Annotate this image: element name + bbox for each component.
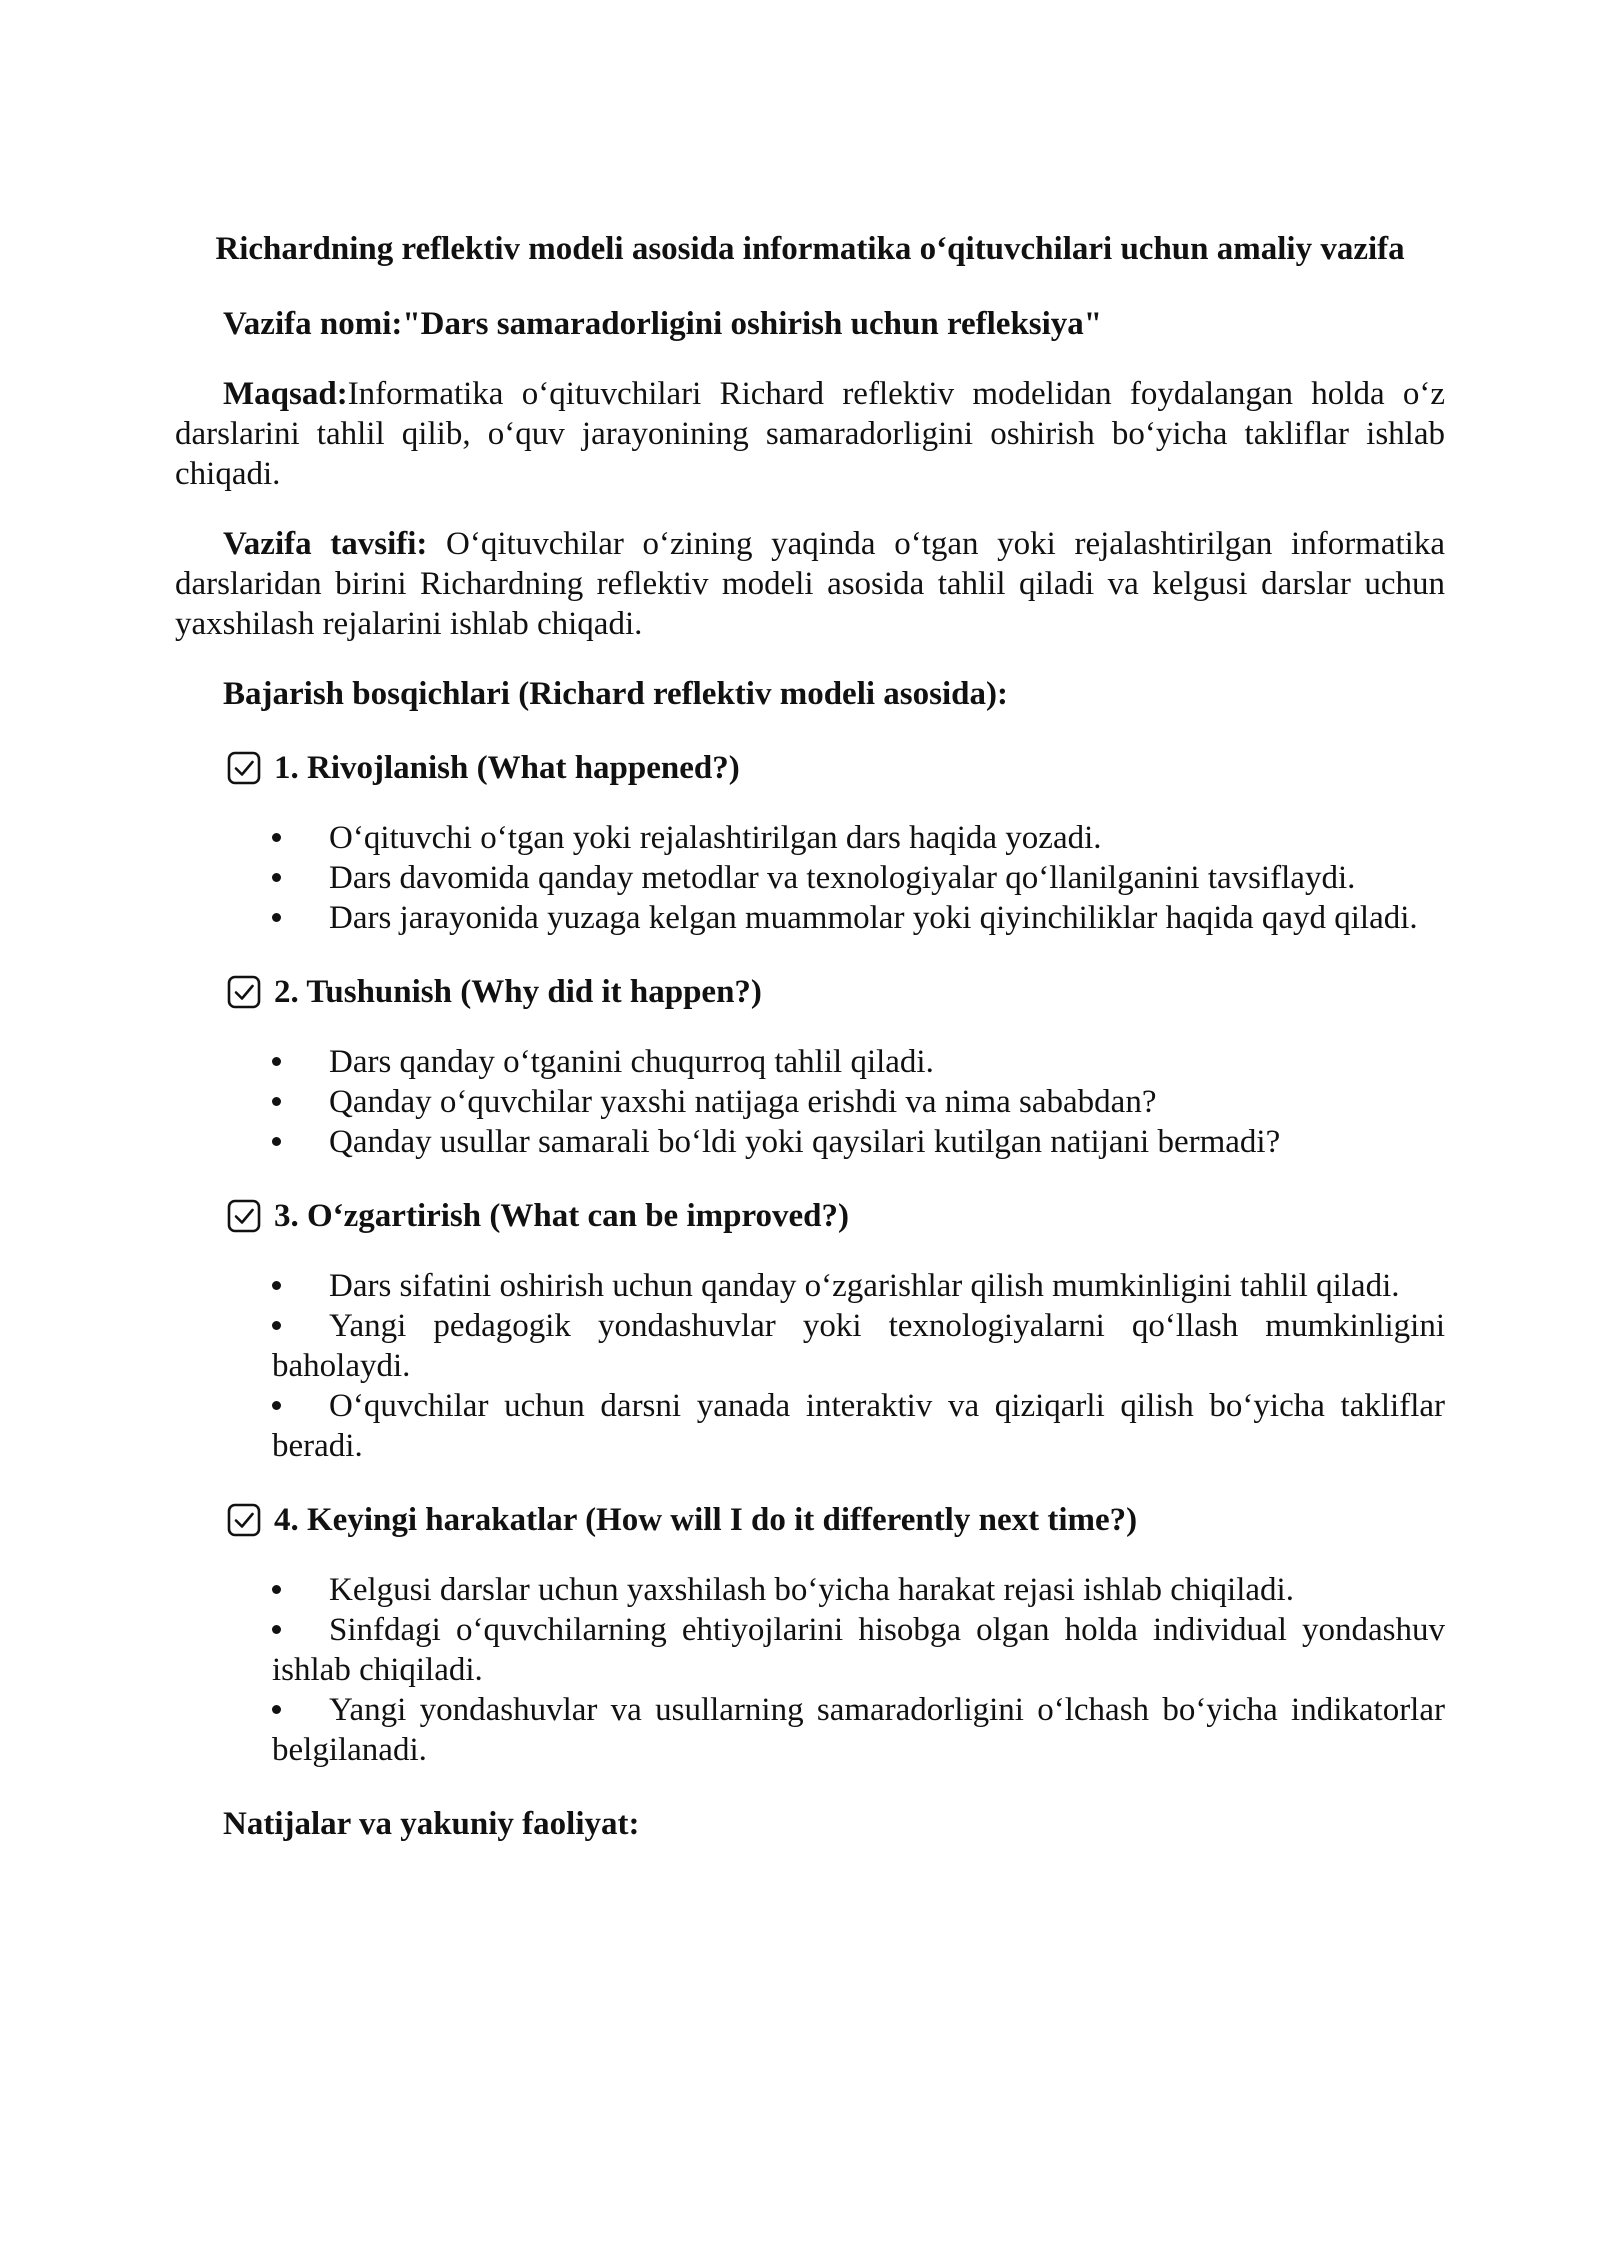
description-text: O‘qituvchilar o‘zining yaqinda o‘tgan yoki rejalashtirilgan informatika darslaridan birini Richardning reflektiv modeli asosida tahlil qiladi va kelgusi darslar uchun yaxshilash rejalarini ishlab chiqadi. <box>175 526 1445 642</box>
list-item: Kelgusi darslar uchun yaxshilash bo‘yicha harakat rejasi ishlab chiqiladi. <box>272 1570 1445 1610</box>
step-title: 2. Tushunish (Why did it happen?) <box>274 974 762 1010</box>
task-name-value: "Dars samaradorligini oshirish uchun refleksiya" <box>402 306 1103 342</box>
bullet-icon <box>272 873 281 882</box>
bullet-icon <box>272 1137 281 1146</box>
list-item: Qanday usullar samarali bo‘ldi yoki qaysilari kutilgan natijani bermadi? <box>272 1122 1445 1162</box>
bullet-icon <box>272 1625 281 1634</box>
task-name-label: Vazifa nomi: <box>223 306 403 342</box>
bullet-icon <box>272 1057 281 1066</box>
document-title: Richardning reflektiv modeli asosida informatika o‘qituvchilari uchun amaliy vazifa <box>215 231 1405 267</box>
description-paragraph <box>175 524 1445 644</box>
list-item: Qanday o‘quvchilar yaxshi natijaga erishdi va nima sababdan? <box>272 1082 1445 1122</box>
list-item: Yangi yondashuvlar va usullarning samaradorligini o‘lchash bo‘yicha indikatorlar belgilanadi. <box>272 1692 1445 1768</box>
checkbox-checked-icon <box>227 1199 261 1233</box>
goal-paragraph <box>175 374 1445 494</box>
bullet-icon <box>272 1097 281 1106</box>
bullet-icon <box>272 1705 281 1714</box>
step-title: 4. Keyingi harakatlar (How will I do it differently next time?) <box>274 1502 1138 1538</box>
list-item: Yangi pedagogik yondashuvlar yoki texnologiyalarni qo‘llash mumkinligini baholaydi. <box>272 1308 1445 1384</box>
bullet-icon <box>272 1401 281 1410</box>
goal-text: Informatika o‘qituvchilari Richard reflektiv modelidan foydalangan holda o‘z darslarini tahlil qilib, o‘quv jarayonining samaradorligini oshirish bo‘yicha takliflar ishlab chiqadi. <box>175 376 1445 492</box>
bullet-icon <box>272 1321 281 1330</box>
list-item: Dars sifatini oshirish uchun qanday o‘zgarishlar qilish mumkinligini tahlil qiladi. <box>272 1266 1445 1306</box>
results-heading: Natijalar va yakuniy faoliyat: <box>223 1806 640 1842</box>
bullet-icon <box>272 1281 281 1290</box>
description-label: Vazifa tavsifi: <box>223 526 428 562</box>
checkbox-checked-icon <box>227 975 261 1009</box>
goal-label: Maqsad: <box>223 376 348 412</box>
bullet-icon <box>272 913 281 922</box>
bullet-icon <box>272 1585 281 1594</box>
list-item: Sinfdagi o‘quvchilarning ehtiyojlarini hisobga olgan holda individual yondashuv ishlab chiqiladi. <box>272 1612 1445 1688</box>
list-item: O‘qituvchi o‘tgan yoki rejalashtirilgan dars haqida yozadi. <box>272 818 1445 858</box>
step-heading-2 <box>227 972 1445 1012</box>
step-heading-1 <box>227 748 1445 788</box>
task-name-line <box>175 304 1445 344</box>
list-item: Dars qanday o‘tganini chuqurroq tahlil qiladi. <box>272 1042 1445 1082</box>
step-heading-3 <box>227 1196 1445 1236</box>
step-title: 3. O‘zgartirish (What can be improved?) <box>274 1198 850 1234</box>
step-2-list <box>175 1042 1445 1162</box>
checkbox-checked-icon <box>227 1503 261 1537</box>
bullet-icon <box>272 833 281 842</box>
step-heading-4 <box>227 1500 1445 1540</box>
step-4-list <box>175 1570 1445 1770</box>
step-1-list <box>175 818 1445 938</box>
checkbox-checked-icon <box>227 751 261 785</box>
steps-heading: Bajarish bosqichlari (Richard reflektiv modeli asosida): <box>223 676 1008 712</box>
document-content <box>175 228 1445 1878</box>
step-title: 1. Rivojlanish (What happened?) <box>274 750 740 786</box>
list-item: Dars jarayonida yuzaga kelgan muammolar yoki qiyinchiliklar haqida qayd qiladi. <box>272 898 1445 938</box>
step-3-list <box>175 1266 1445 1466</box>
list-item: O‘quvchilar uchun darsni yanada interaktiv va qiziqarli qilish bo‘yicha takliflar beradi. <box>272 1388 1445 1464</box>
list-item: Dars davomida qanday metodlar va texnologiyalar qo‘llanilganini tavsiflaydi. <box>272 858 1445 898</box>
